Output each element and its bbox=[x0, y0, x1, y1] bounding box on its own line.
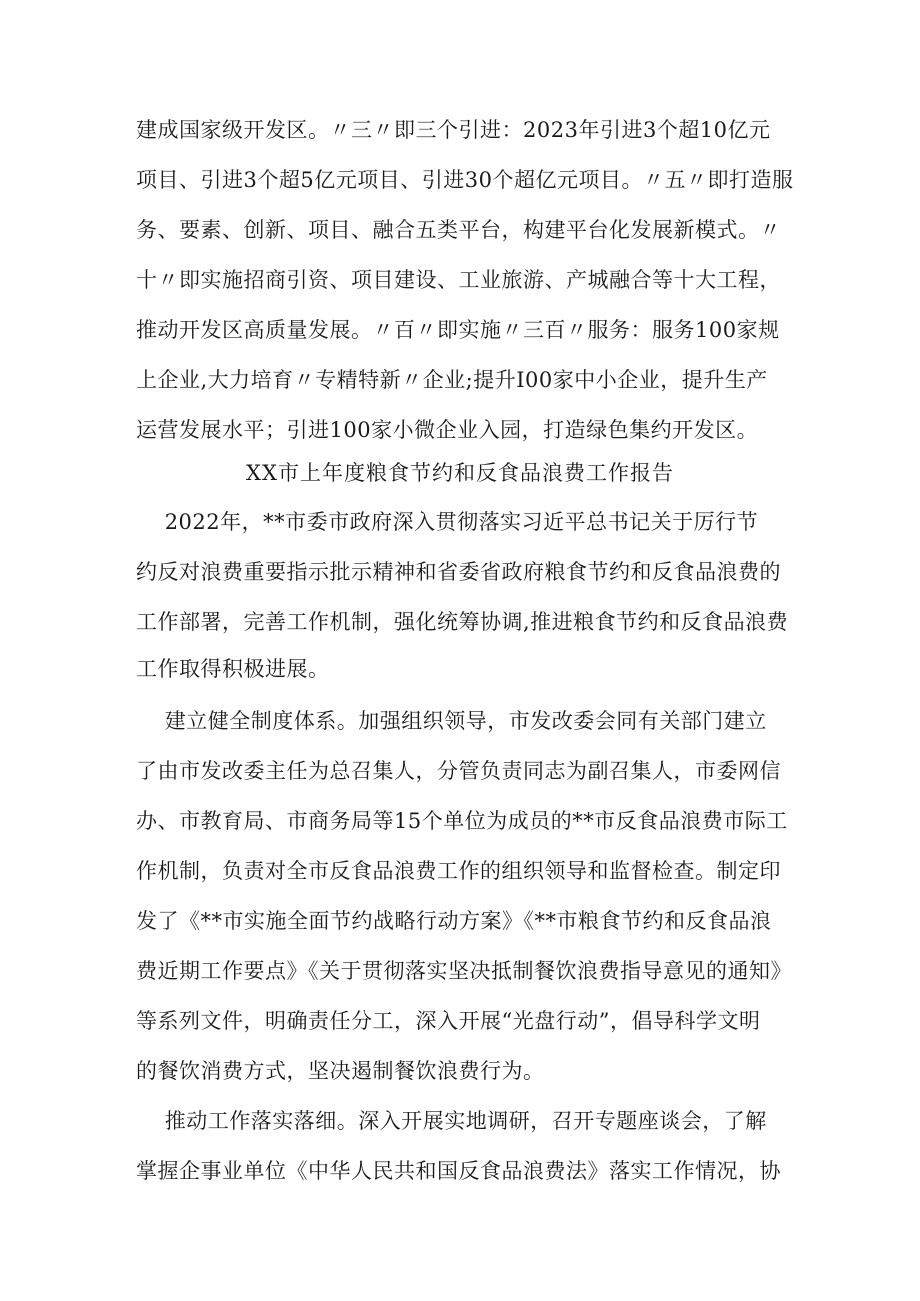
paragraph-line: 约反对浪费重要指示批示精神和省委省政府粮食节约和反食品浪费的 bbox=[136, 560, 781, 584]
paragraph-line: 办、市教育局、市商务局等15个单位为成员的**市反食品浪费市际工 bbox=[136, 809, 788, 833]
paragraph-line: 建立健全制度体系。加强组织领导，市发改委会同有关部门建立 bbox=[136, 709, 767, 733]
paragraph-line: 掌握企事业单位《中华人民共和国反食品浪费法》落实工作情况，协 bbox=[136, 1159, 781, 1183]
paragraph-line: 作机制，负责对全市反食品浪费工作的组织领导和监督检查。制定印 bbox=[136, 859, 781, 883]
paragraph-line: 运营发展水平；引进100家小微企业入园，打造绿色集约开发区。 bbox=[136, 418, 759, 442]
paragraph-line: 项目、引进3个超5亿元项目、引进30个超亿元项目。〃五〃即打造服 bbox=[136, 168, 794, 192]
paragraph-line: 等系列文件，明确责任分工，深入开展“光盘行动”，倡导科学文明 bbox=[136, 1009, 761, 1033]
paragraph-line: 费近期工作要点》《关于贯彻落实坚决抵制餐饮浪费指导意见的通知》 bbox=[136, 959, 792, 983]
paragraph-line: 推动开发区高质量发展。〃百〃即实施〃三百〃服务：服务100家规 bbox=[136, 318, 780, 342]
paragraph-line: 十〃即实施招商引资、项目建设、工业旅游、产城融合等十大工程， bbox=[136, 268, 781, 292]
paragraph-line: 了由市发改委主任为总召集人，分管负责同志为副召集人，市委网信 bbox=[136, 759, 781, 783]
paragraph-line: 发了《**市实施全面节约战略行动方案》《**市粮食节约和反食品浪 bbox=[136, 909, 772, 933]
paragraph-line: 工作取得积极进展。 bbox=[136, 657, 330, 681]
paragraph-line: 2022年，**市委市政府深入贯彻落实习近平总书记关于厉行节 bbox=[136, 510, 759, 534]
paragraph-line: 务、要素、创新、项目、融合五类平台，构建平台化发展新模式。〃 bbox=[136, 218, 781, 242]
paragraph-line: 建成国家级开发区。〃三〃即三个引进：2023年引进3个超10亿元 bbox=[136, 118, 771, 142]
paragraph-line: 上企业,大力培育〃专精特新〃企业;提升I00家中小企业，提升生产 bbox=[136, 368, 768, 392]
paragraph-line: 工作部署，完善工作机制，强化统筹协调,推进粮食节约和反食品浪费 bbox=[136, 610, 789, 634]
paragraph-line: 的餐饮消费方式，坚决遏制餐饮浪费行为。 bbox=[136, 1059, 545, 1083]
paragraph-line: 推动工作落实落细。深入开展实地调研，召开专题座谈会，了解 bbox=[136, 1109, 767, 1133]
report-title: XX市上年度粮食节约和反食品浪费工作报告 bbox=[246, 461, 674, 485]
